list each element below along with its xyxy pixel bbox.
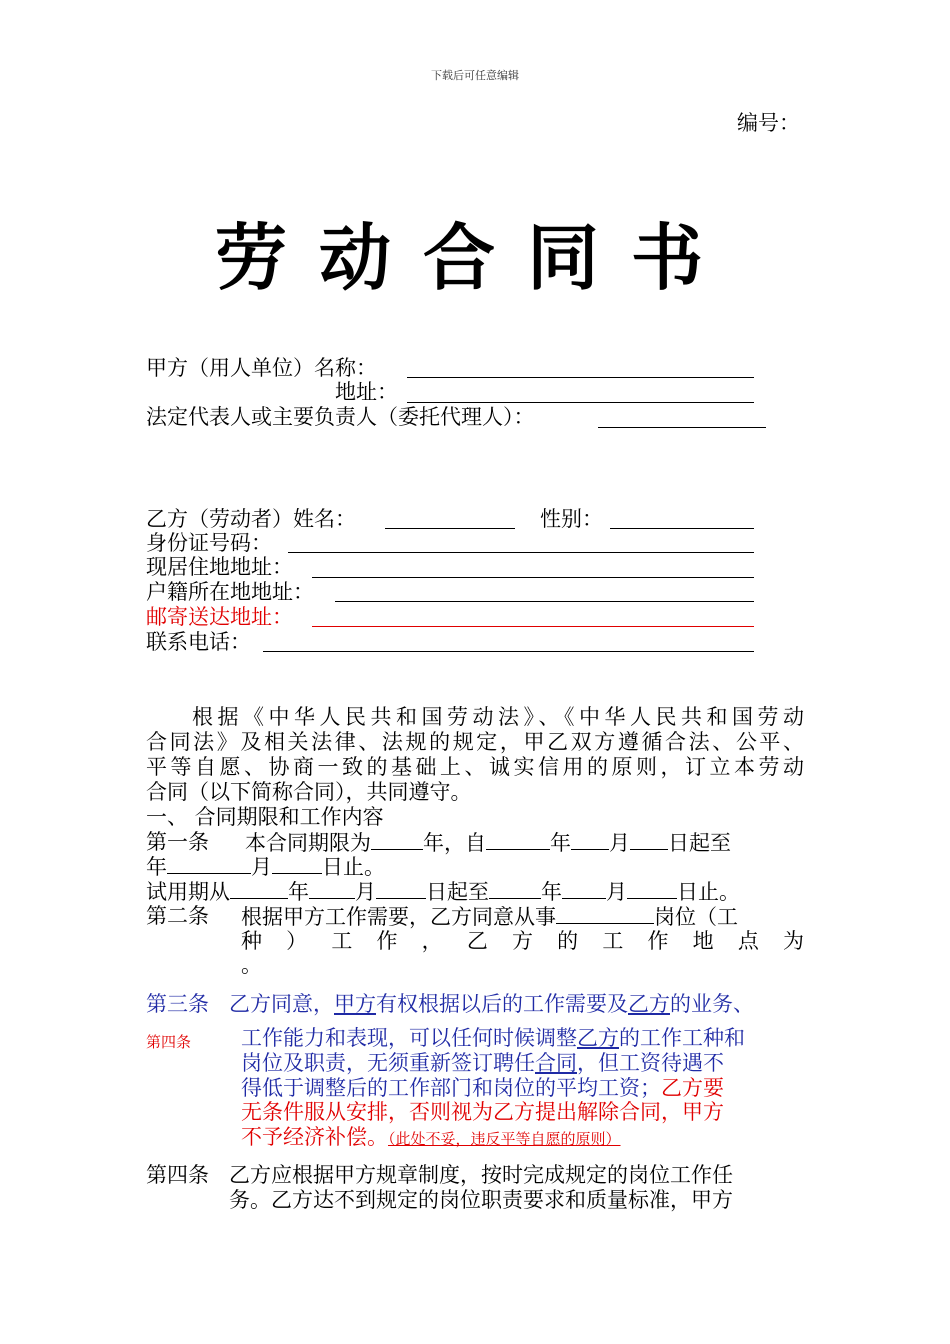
- article-3-label: 第三条: [146, 992, 209, 1016]
- party-b-id-field[interactable]: [288, 552, 754, 553]
- party-a-address-field[interactable]: [407, 402, 754, 403]
- party-b-name-label: 乙方（劳动者）姓名：: [146, 507, 356, 531]
- party-b-id-label: 身份证号码：: [146, 531, 272, 555]
- article-1-line: [245, 830, 731, 855]
- party-b-phone-label: 联系电话：: [146, 630, 251, 654]
- article-4-label: 第四条: [146, 1163, 209, 1187]
- probation-start-month-field[interactable]: [309, 879, 355, 899]
- probation-text: 日止。: [677, 880, 740, 904]
- party-a-name-label: 甲方（用人单位）名称：: [146, 356, 377, 380]
- preamble-line: 合同（以下简称合同），共同遵守。: [146, 780, 472, 804]
- article-3-text: 乙方同意，: [229, 992, 334, 1016]
- article-4-line: 乙方应根据甲方规章制度，按时完成规定的岗位工作任: [229, 1163, 733, 1187]
- section-heading: 一、 合同期限和工作内容: [146, 805, 384, 829]
- preamble-line: 根据《中华人民共和国劳动法》、《中华人民共和国劳动: [192, 705, 804, 729]
- article-4-red-text: 的工作工种和: [619, 1026, 745, 1050]
- article-3-text: 的业务、: [670, 992, 754, 1016]
- party-b-name-field[interactable]: [385, 528, 515, 529]
- probation-end-year-field[interactable]: [489, 879, 541, 899]
- article-1-text: 年: [146, 855, 167, 879]
- article-3-party-b: 乙方: [628, 992, 670, 1016]
- article-3-text: 有权根据以后的工作需要及: [376, 992, 628, 1016]
- article-4-red-line: [241, 1076, 724, 1100]
- article-4-red-text: 工作能力和表现，可以任何时候调整: [241, 1026, 577, 1050]
- article-1-text: 日止。: [322, 855, 385, 879]
- article-4-line: 务。乙方达不到规定的岗位职责要求和质量标准，甲方: [229, 1188, 733, 1212]
- probation-end-month-field[interactable]: [562, 879, 606, 899]
- article-4-review-note: （此处不妥，违反平等自愿的原则）: [388, 1130, 621, 1148]
- end-year-field[interactable]: [167, 854, 251, 874]
- probation-end-day-field[interactable]: [627, 879, 677, 899]
- party-b-phone-field[interactable]: [263, 651, 754, 652]
- party-a-rep-field[interactable]: [598, 427, 766, 428]
- header-note: 下载后可任意编辑: [431, 69, 519, 82]
- contract-number-label: 编号：: [737, 111, 800, 135]
- end-month-field[interactable]: [272, 854, 322, 874]
- article-2-line: 种 ） 工 作 ， 乙 方 的 工 作 地 点 为: [241, 929, 804, 953]
- article-4-red-line: 无条件服从安排，否则视为乙方提出解除合同，甲方: [241, 1100, 724, 1124]
- article-1-text: 年: [550, 831, 571, 855]
- article-4-red-line: [241, 1125, 621, 1151]
- start-month-field[interactable]: [571, 830, 609, 850]
- probation-text: 日起至: [426, 880, 489, 904]
- preamble-line: 合同法》及相关法律、法规的规定，甲乙双方遵循合法、公平、: [146, 730, 804, 754]
- article-4-red-text: ，但工资待遇不: [577, 1051, 724, 1075]
- article-2-text: 根据甲方工作需要，乙方同意从事: [241, 905, 556, 929]
- party-a-address-label: 地址：: [335, 380, 398, 404]
- probation-start-day-field[interactable]: [376, 879, 426, 899]
- start-day-field[interactable]: [630, 830, 668, 850]
- party-b-residence-field[interactable]: [312, 577, 754, 578]
- start-year-field[interactable]: [486, 830, 550, 850]
- party-a-rep-label: 法定代表人或主要负责人（委托代理人）：: [146, 405, 535, 429]
- article-3-line: [229, 992, 754, 1016]
- article-4-red-text: 乙方要: [661, 1076, 724, 1100]
- party-b-residence-label: 现居住地地址：: [146, 555, 293, 579]
- party-b-gender-label: 性别：: [540, 507, 603, 531]
- party-b-household-label: 户籍所在地地址：: [146, 580, 314, 604]
- article-4-red-text: 得低于调整后的工作部门和岗位的平均工资；: [241, 1076, 661, 1100]
- party-b-mailing-label: 邮寄送达地址：: [146, 605, 293, 629]
- probation-text: 试用期从: [146, 880, 230, 904]
- article-1-label: 第一条: [146, 830, 209, 854]
- article-4-red-line: [241, 1026, 745, 1050]
- party-a-name-field[interactable]: [407, 377, 754, 378]
- preamble-line: 平等自愿、协商一致的基础上、诚实信用的原则，订立本劳动: [146, 755, 804, 779]
- article-4-red-text: 岗位及职责，无须重新签订聘任: [241, 1051, 535, 1075]
- article-1-text: 本合同期限为: [245, 831, 371, 855]
- article-4-red-label: 第四条: [146, 1033, 192, 1051]
- party-b-gender-field[interactable]: [610, 528, 754, 529]
- party-b-household-field[interactable]: [335, 601, 754, 602]
- party-b-mailing-field[interactable]: [312, 626, 754, 627]
- probation-line: [146, 879, 740, 904]
- probation-text: 月: [355, 880, 376, 904]
- position-field[interactable]: [556, 904, 654, 924]
- article-1-text: 月: [251, 855, 272, 879]
- probation-text: 月: [606, 880, 627, 904]
- article-2-text: 岗位（工: [654, 905, 738, 929]
- article-3-party-a: 甲方: [334, 992, 376, 1016]
- article-2-label: 第二条: [146, 904, 209, 928]
- article-1-line: [146, 854, 385, 879]
- document-title: 劳动合同书: [214, 216, 735, 300]
- article-4-red-line: [241, 1051, 724, 1075]
- article-1-text: 日起至: [668, 831, 731, 855]
- article-1-text: 年，自: [423, 831, 486, 855]
- article-2-line: 。: [241, 953, 262, 977]
- article-4-red-contract: 合同: [535, 1051, 577, 1075]
- article-1-text: 月: [609, 831, 630, 855]
- probation-text: 年: [541, 880, 562, 904]
- article-4-red-party-b: 乙方: [577, 1026, 619, 1050]
- contract-years-field[interactable]: [371, 830, 423, 850]
- probation-text: 年: [288, 880, 309, 904]
- probation-start-year-field[interactable]: [230, 879, 288, 899]
- article-4-red-text: 不予经济补偿。: [241, 1125, 388, 1149]
- article-2-line: [241, 904, 738, 929]
